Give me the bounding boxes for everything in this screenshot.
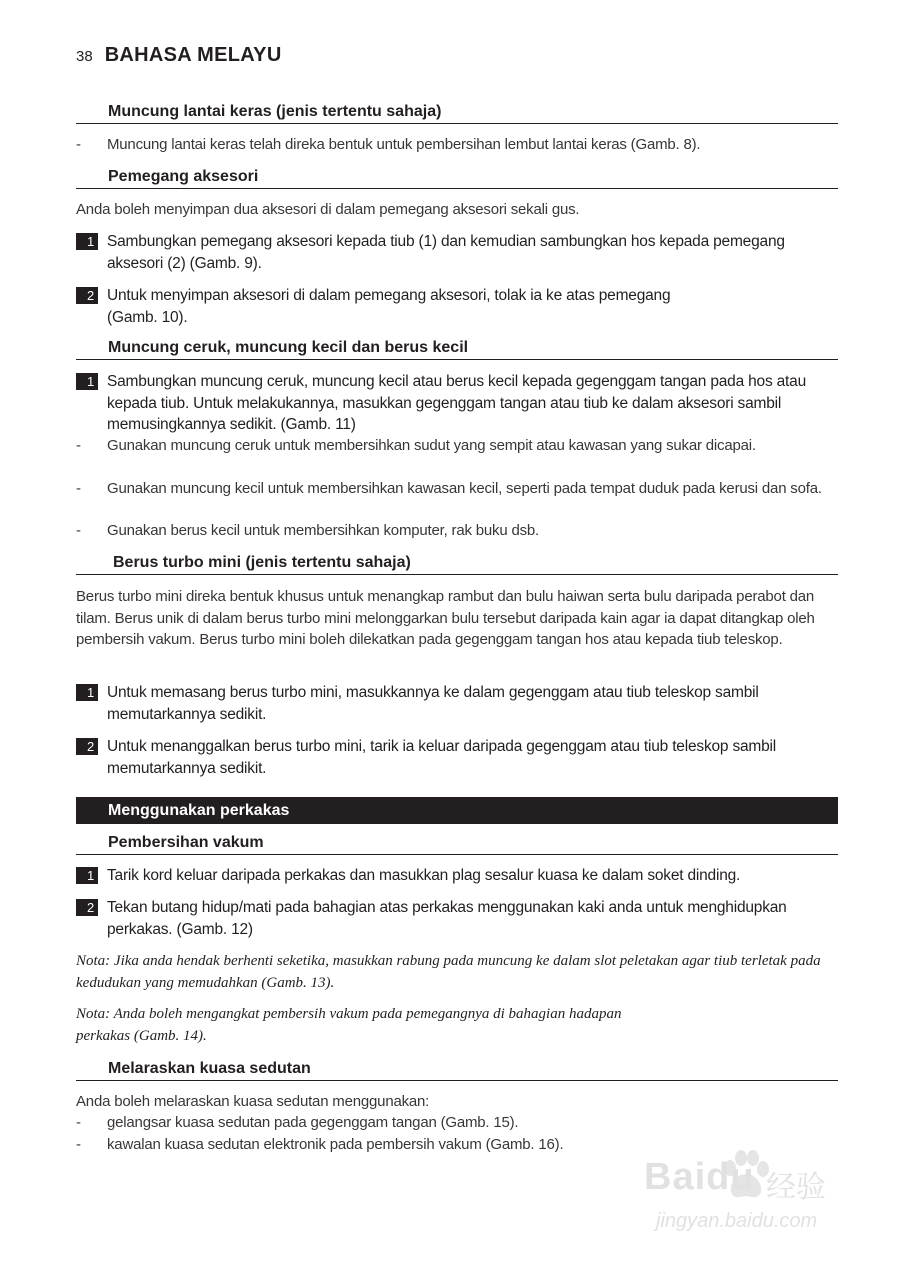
bullet-item: - Gunakan berus kecil untuk membersihkan komputer, rak buku dsb. [76,522,539,539]
step-number: 1 [76,233,98,250]
section-heading-suction-power: Melaraskan kuasa sedutan [76,1059,838,1081]
page-number: 38 [76,48,93,65]
section-heading-accessory-holder: Pemegang aksesori [76,167,838,189]
bullet-item: - Gunakan muncung ceruk untuk membersihkan sudut yang sempit atau kawasan yang sukar dicapai. [76,437,756,454]
step-item: 2 Untuk menanggalkan berus turbo mini, tarik ia keluar daripada gegenggam atau tiub teleskop sambil memutarkannya sedikit. [76,736,840,779]
step-item: 1 Sambungkan muncung ceruk, muncung kecil atau berus kecil kepada gegenggam tangan pada hos atau kepada tiub. Untuk melakukannya, masukkan gegenggam tangan atau tiub ke dalam aksesori sambil memusingkannya sedikit. (Gamb. 11) [76,371,840,436]
paragraph: Berus turbo mini direka bentuk khusus untuk menangkap rambut dan bulu haiwan serta bulu daripada perabot dan tilam. Berus unik di dalam berus turbo mini melonggarkan bulu tersebut daripada kain agar ia dapat ditangkap oleh pembersih vakum. Berus turbo mini boleh dilekatkan pada gegenggam tangan hos atau kepada tiub teleskop. [76,588,815,648]
bullet-item: - Muncung lantai keras telah direka bentuk untuk pembersihan lembut lantai keras (Gamb. 8). [76,136,701,153]
watermark-cn: 经验 [766,1171,826,1204]
step-item: 2 Untuk menyimpan aksesori di dalam pemegang aksesori, tolak ia ke atas pemegang (Gamb. 10). [76,285,840,328]
bullet-item: - gelangsar kuasa sedutan pada gegenggam tangan (Gamb. 15). [76,1114,519,1131]
step-number: 2 [76,287,98,304]
bullet-item: - Gunakan muncung kecil untuk membersihkan kawasan kecil, seperti pada tempat duduk pada kerusi dan sofa. [76,480,822,497]
note-paragraph: Nota: Jika anda hendak berhenti seketika, masukkan rabung pada muncung ke dalam slot peletakan agar tiub terletak pada kedudukan yang memudahkan (Gamb. 13). [76,953,821,991]
section-heading-mini-turbo-brush: Berus turbo mini (jenis tertentu sahaja) [76,553,838,575]
watermark-brand: Baidu [644,1156,755,1198]
section-heading-vacuum-cleaning: Pembersihan vakum [76,833,838,855]
chapter-heading-using-appliance: Menggunakan perkakas [76,797,838,824]
step-number: 2 [76,738,98,755]
note-paragraph: Nota: Anda boleh mengangkat pembersih vakum pada pemegangnya di bahagian hadapan perkakas (Gamb. 14). [76,1006,622,1044]
bullet-item: - kawalan kuasa sedutan elektronik pada pembersih vakum (Gamb. 16). [76,1136,564,1153]
step-number: 1 [76,373,98,390]
step-number: 2 [76,899,98,916]
step-item: 1 Tarik kord keluar daripada perkakas dan masukkan plag sesalur kuasa ke dalam soket dinding. [76,865,840,887]
step-item: 1 Sambungkan pemegang aksesori kepada tiub (1) dan kemudian sambungkan hos kepada pemegang aksesori (2) (Gamb. 9). [76,231,840,274]
section-heading-hard-floor-nozzle: Muncung lantai keras (jenis tertentu sahaja) [76,102,838,124]
step-number: 1 [76,684,98,701]
page-header [76,44,282,67]
baidu-watermark [644,1148,844,1238]
section-heading-crevice-tool: Muncung ceruk, muncung kecil dan berus kecil [76,338,838,360]
language-title: BAHASA MELAYU [104,44,282,66]
paragraph: Anda boleh menyimpan dua aksesori di dalam pemegang aksesori sekali gus. [76,201,580,218]
paragraph: Anda boleh melaraskan kuasa sedutan menggunakan: [76,1093,430,1110]
step-item: 2 Tekan butang hidup/mati pada bahagian atas perkakas menggunakan kaki anda untuk menghidupkan perkakas. (Gamb. 12) [76,897,840,940]
watermark-url: jingyan.baidu.com [656,1210,818,1232]
step-number: 1 [76,867,98,884]
step-item: 1 Untuk memasang berus turbo mini, masukkannya ke dalam gegenggam atau tiub teleskop sambil memutarkannya sedikit. [76,682,840,725]
